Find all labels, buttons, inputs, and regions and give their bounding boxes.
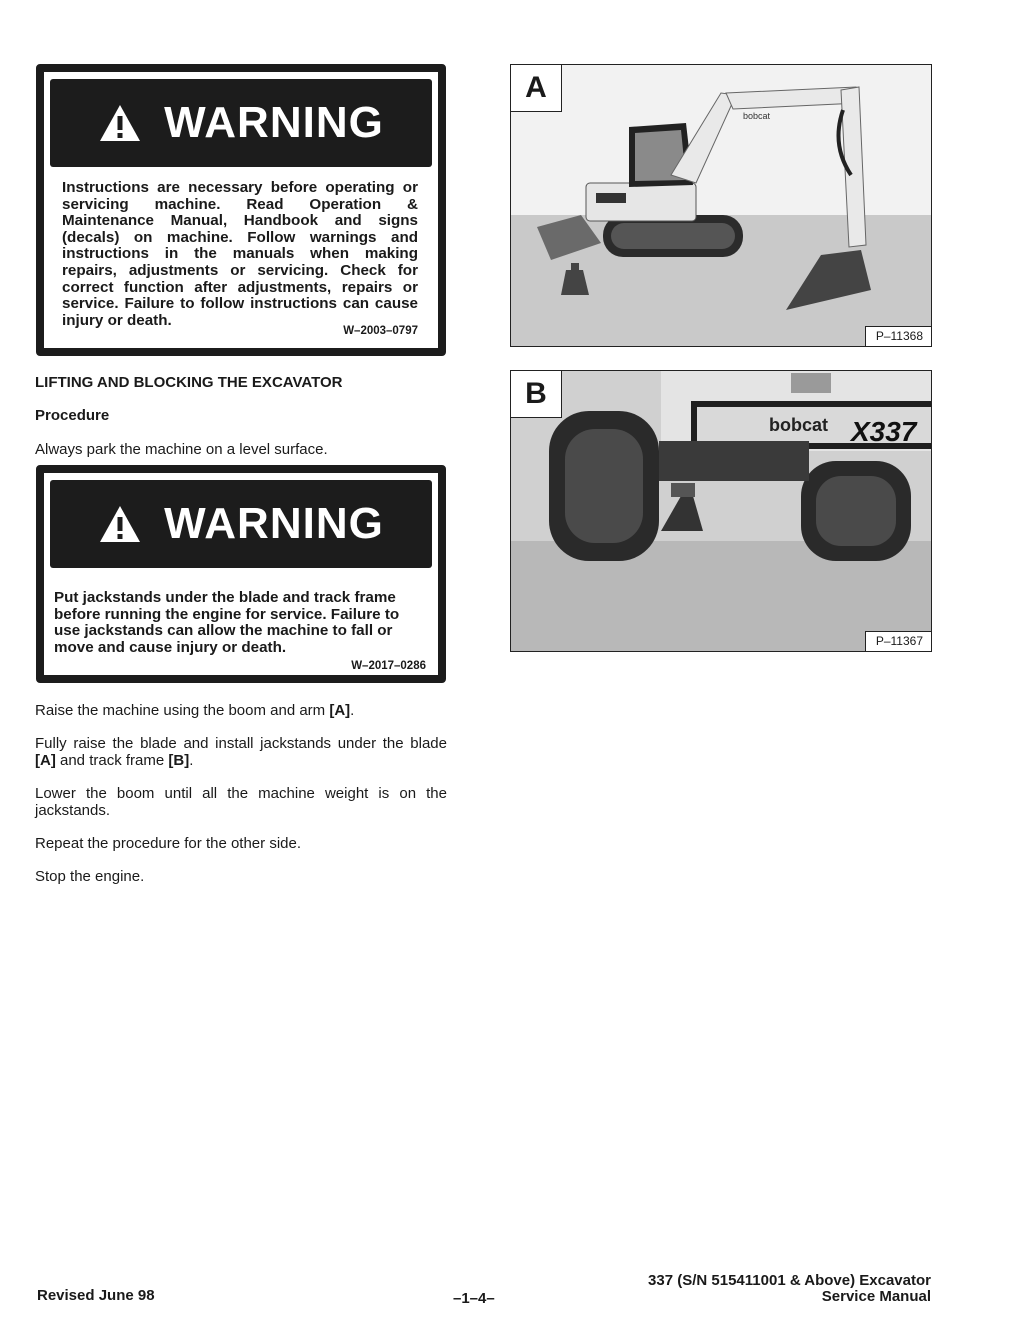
photo-b-track-frame (510, 370, 932, 652)
figure-ref: [A] (35, 752, 56, 769)
warning-code: W–2017–0286 (351, 660, 426, 672)
warning-triangle-icon (98, 103, 142, 143)
step-repeat: Repeat the procedure for the other side. (35, 835, 302, 852)
warning-title: WARNING (164, 499, 384, 548)
photo-code: P–11367 (865, 631, 931, 651)
model-badge: X337 (851, 416, 917, 447)
warning-header (50, 480, 432, 568)
excavator-illustration (511, 65, 932, 347)
footer-manual-title: 337 (S/N 515411001 & Above) Excavator Service Manual (648, 1272, 931, 1305)
footer-revision: Revised June 98 (37, 1287, 155, 1304)
warning-decal-operation (36, 64, 446, 356)
track-closeup-illustration (511, 371, 932, 652)
step-install-jackstands: Fully raise the blade and install jackstands under the blade [A] and track frame [B]. (35, 735, 447, 769)
warning-header (50, 79, 432, 167)
figure-ref: [B] (168, 752, 190, 769)
procedure-subheading: Procedure (35, 407, 110, 424)
warning-text: Instructions are necessary before operating or servicing machine. Read Operation & Maintenance Manual, Handbook and signs (decals) on machine. Follow warnings and instructions in the manuals when making repairs, adjustments or servicing. Check for correct function after adjustments, repairs or service. Failure to follow instructions can cause injury or death. (62, 179, 418, 329)
section-heading: LIFTING AND BLOCKING THE EXCAVATOR (35, 374, 343, 391)
step-stop-engine: Stop the engine. (35, 868, 145, 885)
page-number: –1–4– (453, 1290, 495, 1307)
warning-decal-jackstands (36, 465, 446, 683)
step-raise-machine: Raise the machine using the boom and arm [A]. (35, 702, 355, 719)
photo-a-excavator-raised (510, 64, 932, 347)
photo-code: P–11368 (865, 326, 931, 346)
warning-code: W–2003–0797 (343, 325, 418, 337)
warning-title: WARNING (164, 98, 384, 147)
bobcat-logo: bobcat (769, 415, 829, 435)
intro-text: Always park the machine on a level surface. (35, 441, 328, 458)
photo-label: B (511, 371, 562, 418)
step-lower-boom: Lower the boom until all the machine weight is on the jackstands. (35, 785, 447, 819)
warning-triangle-icon (98, 504, 142, 544)
figure-ref: [A] (329, 702, 351, 719)
warning-text: Put jackstands under the blade and track frame before running the engine for service. Failure to use jackstands can allow the machine to fall or move and cause injury or death. (54, 589, 400, 656)
photo-label: A (511, 65, 562, 112)
bobcat-logo: bobcat (743, 111, 771, 121)
